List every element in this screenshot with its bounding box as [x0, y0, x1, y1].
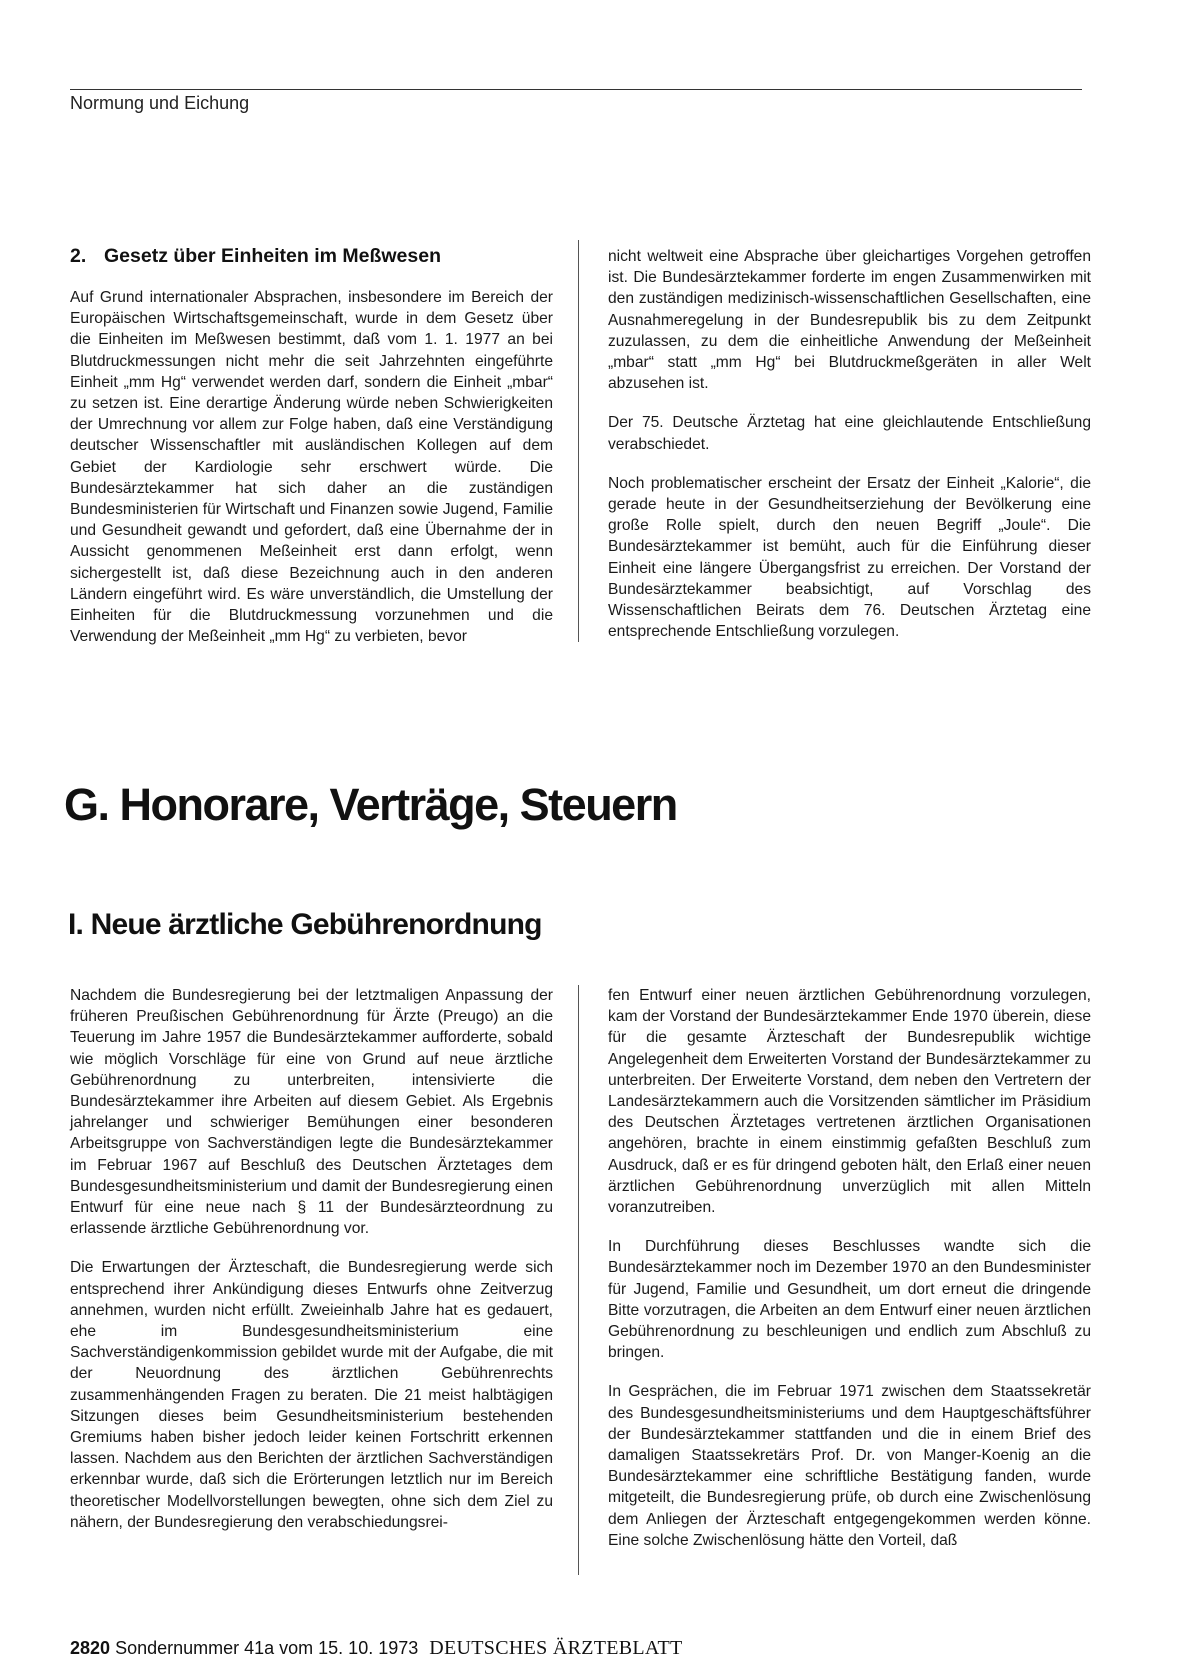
paragraph: In Gesprächen, die im Februar 1971 zwischen dem Staatssekretär des Bundesgesundheitsministeriums und dem Hauptgeschäftsführer der Bundesärztekammer stattfanden und die in einem Brief des damaligen Staatssekretärs Prof. Dr. von Manger-Koenig an die Bundesärztekammer eine schriftliche Bestätigung fanden, wurde mitgeteilt, die Bundesregierung prüfe, ob durch eine Zwischenlösung dem Anliegen der Ärzteschaft entgegengekommen werden könne. Eine solche Zwischenlösung hätte den Vorteil, daß: [608, 1383, 1091, 1549]
paragraph: Der 75. Deutsche Ärztetag hat eine gleichlautende Entschließung verabschiedet.: [608, 414, 1091, 453]
header-rule: [70, 89, 1082, 90]
subsection-title: I. Neue ärztliche Gebührenordnung: [68, 908, 542, 941]
page-number: 2820: [70, 1638, 111, 1658]
column-divider: [578, 985, 579, 1575]
paragraph: Nachdem die Bundesregierung bei der letztmaligen Anpassung der früheren Preußischen Gebührenordnung für Ärzte (Preugo) an die Teuerung im Jahre 1957 die Bundesärztekammer aufforderte, sobald wie möglich Vorschläge für eine von Grund auf neue ärztliche Gebührenordnung zu unterbreiten, intensivierte die Bundesärztekammer ihre Arbeiten auf diesem Gebiet. Als Ergebnis jahrelanger und schwieriger Bemühungen einer besonderen Arbeitsgruppe von Sachverständigen legte die Bundesärztekammer im Februar 1967 auf Beschluß des Deutschen Ärztetages dem Bundesgesundheitsministerium und damit der Bundesregierung einen Entwurf für eine neue nach § 11 der Bundesärzteordnung zu erlassende ärztliche Gebührenordnung vor.: [70, 987, 553, 1238]
journal-name: DEUTSCHES ÄRZTEBLATT: [429, 1637, 683, 1659]
section-title: Gesetz über Einheiten im Meßwesen: [104, 245, 442, 267]
section2-right-column: [608, 985, 1091, 1569]
section-heading: [70, 245, 441, 268]
column-divider: [578, 240, 579, 642]
section1-left-column: [70, 287, 553, 665]
paragraph: Noch problematischer erscheint der Ersatz der Einheit „Kalorie“, die gerade heute in der Gesundheitserziehung der Bevölkerung eine große Rolle spielt, durch den neuen Begriff „Joule“. Die Bundesärztekammer ist bemüht, auch für die Einführung dieser Einheit eine längere Übergangsfrist zu erreichen. Der Vorstand der Bundesärztekammer beabsichtigt, auf Vorschlag des Wissenschaftlichen Beirats dem 76. Deutschen Ärztetag eine entsprechende Entschließung vorzulegen.: [608, 474, 1091, 641]
paragraph: Die Erwartungen der Ärzteschaft, die Bundesregierung werde sich entsprechend ihrer Ankündigung dieses Entwurfs ohne Zeitverzug annehmen, wurden nicht erfüllt. Zweieinhalb Jahre hat es gedauert, ehe im Bundesgesundheitsministerium eine Sachverständigenkommission gebildet wurde mit der Aufgabe, die mit der Neuordnung des ärztlichen Gebührenrechts zusammenhängenden Fragen zu beraten. Die 21 meist halbtägigen Sitzungen dieses beim Gesundheitsministerium bestehenden Gremiums haben bisher jedoch leider keinen Fortschritt erkennen lassen. Nachdem aus den Berichten der ärztlichen Sachverständigen erkennbar wurde, daß sich die Erörterungen letztlich nur im Bereich theoretischer Modellvorstellungen bewegten, ohne sich dem Ziel zu nähern, der Bundesregierung den verabschiedungsrei-: [70, 1259, 553, 1531]
chapter-title: G. Honorare, Verträge, Steuern: [64, 779, 677, 830]
section2-left-column: [70, 985, 553, 1551]
page-footer: [70, 1637, 682, 1660]
running-head: Normung und Eichung: [70, 93, 250, 113]
issue-info: Sondernummer 41a vom 15. 10. 1973: [115, 1638, 419, 1658]
section1-right-column: [608, 246, 1091, 660]
section-number: 2.: [70, 245, 87, 267]
paragraph: In Durchführung dieses Beschlusses wandte sich die Bundesärztekammer noch im Dezember 1970 an den Bundesminister für Jugend, Familie und Gesundheit, um dort erneut die dringende Bitte vorzutragen, die Arbeiten an dem Entwurf einer neuen ärztlichen Gebührenordnung zu beschleunigen und endlich zum Abschluß zu bringen.: [608, 1238, 1091, 1362]
paragraph: fen Entwurf einer neuen ärztlichen Gebührenordnung vorzulegen, kam der Vorstand der Bundesärztekammer Ende 1970 überein, diese für die gesamte Ärzteschaft der Bundesrepublik wichtige Angelegenheit dem Erweiterten Vorstand der Bundesärztekammer zu unterbreiten. Der Erweiterte Vorstand, dem neben den Vertretern der Landesärztekammern auch die Vorsitzenden sämtlicher im Präsidium des Deutschen Ärztetages vertretenen ärztlichen Organisationen angehören, brachte in einem einstimmig gefaßten Beschluß zum Ausdruck, daß er es für dringend geboten hält, den Erlaß einer neuen ärztlichen Gebührenordnung unverzüglich mit allen Mitteln voranzutreiben.: [608, 987, 1091, 1217]
paragraph: nicht weltweit eine Absprache über gleichartiges Vorgehen getroffen ist. Die Bundesärztekammer forderte im engen Zusammenwirken mit den zuständigen medizinisch-wissenschaftlichen Gesellschaften, eine Ausnahmeregelung in der Bundesrepublik bis zu dem Zeitpunkt zuzulassen, zu dem die einheitliche Anwendung der Meßeinheit „mbar“ statt „mm Hg“ bei Blutdruckmeßgeräten in aller Welt abzusehen ist.: [608, 248, 1091, 393]
paragraph: Auf Grund internationaler Absprachen, insbesondere im Bereich der Europäischen Wirtschaftsgemeinschaft, wurde in dem Gesetz über die Einheiten im Meßwesen bestimmt, daß vom 1. 1. 1977 an bei Blutdruckmessungen nicht mehr die seit Jahrzehnten eingeführte Einheit „mm Hg“ verwendet werden darf, sondern die Einheit „mbar“ zu setzen ist. Eine derartige Änderung würde neben Schwierigkeiten der Umrechnung vor allem zur Folge haben, daß eine Verständigung deutscher Wissenschaftler mit ausländischen Kollegen auf dem Gebiet der Kardiologie sehr erschwert würde. Die Bundesärztekammer hat sich daher an die zuständigen Bundesministerien für Wirtschaft und Finanzen sowie Jugend, Familie und Gesundheit gewandt und gefordert, daß eine Übernahme der in Aussicht genommenen Meßeinheit erst dann erfolgt, wenn sichergestellt ist, daß diese Bezeichnung auch in den anderen Ländern eingeführt wird. Es wäre unverständlich, die Umstellung der Einheiten für die Blutdruckmessung vorzunehmen und die Verwendung der Meßeinheit „mm Hg“ zu verbieten, bevor: [70, 289, 553, 646]
